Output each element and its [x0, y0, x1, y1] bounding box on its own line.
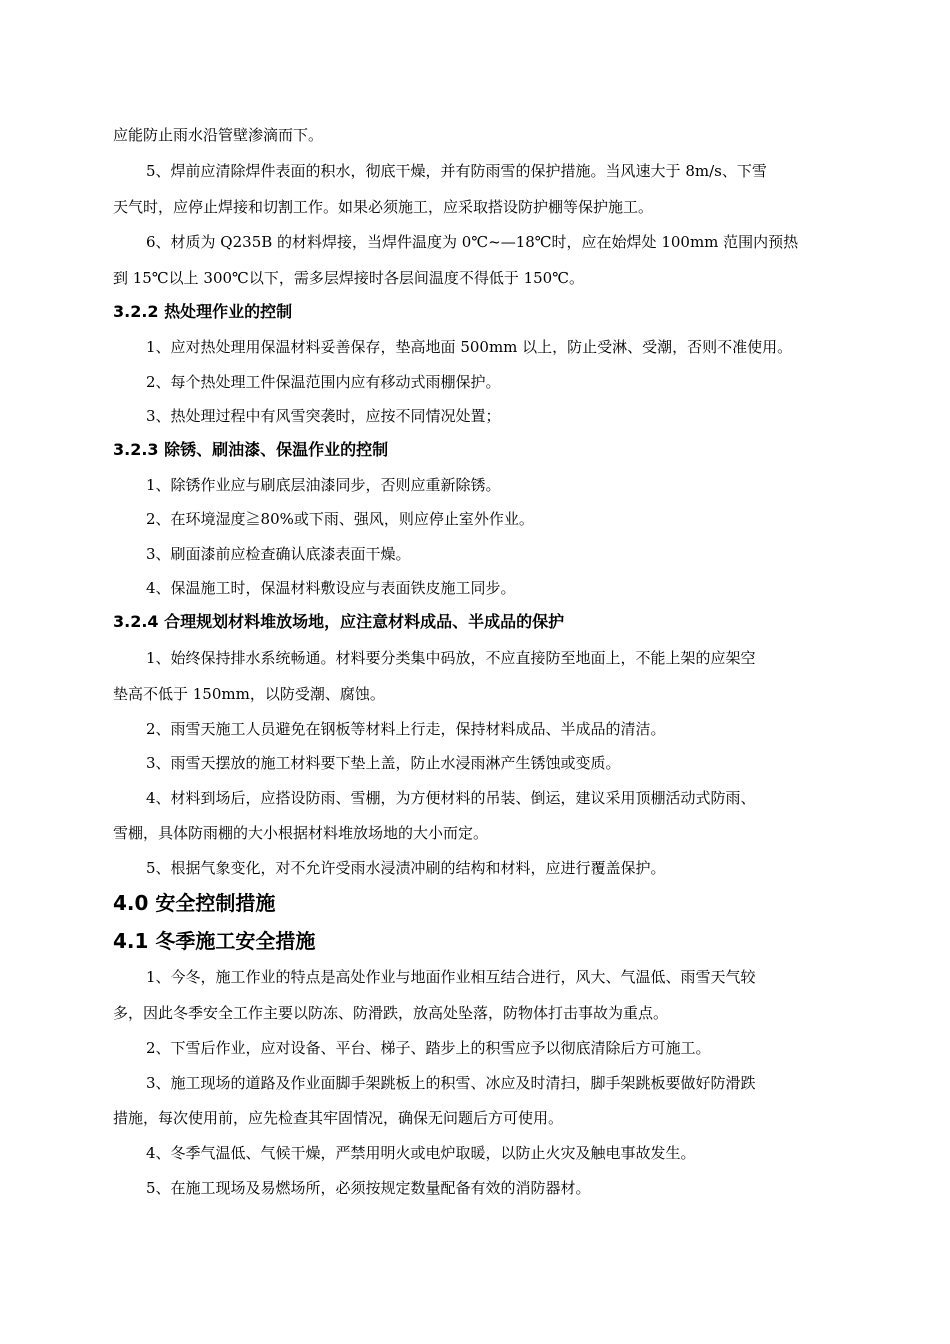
section-heading-3-2-4: 3.2.4 合理规划材料堆放场地，应注意材料成品、半成品的保护: [113, 612, 565, 631]
paragraph-line: 5、根据气象变化，对不允许受雨水浸渍冲刷的结构和材料，应进行覆盖保护。: [146, 859, 666, 877]
paragraph-line: 3、施工现场的道路及作业面脚手架跳板上的积雪、冰应及时清扫，脚手架跳板要做好防滑跌: [146, 1074, 756, 1092]
section-heading-4-0: 4.0 安全控制措施: [113, 891, 276, 915]
section-heading-3-2-2: 3.2.2 热处理作业的控制: [113, 302, 293, 321]
paragraph-line: 天气时，应停止焊接和切割工作。如果必须施工，应采取搭设防护棚等保护施工。: [113, 198, 654, 216]
paragraph-line: 1、始终保持排水系统畅通。材料要分类集中码放，不应直接防至地面上，不能上架的应架空: [146, 649, 756, 667]
paragraph-line: 1、应对热处理用保温材料妥善保存，垫高地面 500mm 以上，防止受淋、受潮，否则不准使用。: [146, 338, 793, 356]
paragraph-line: 到 15℃以上 300℃以下，需多层焊接时各层间温度不得低于 150℃。: [113, 269, 584, 287]
paragraph-line: 3、刷面漆前应检查确认底漆表面干燥。: [146, 545, 411, 563]
paragraph-line: 3、雨雪天摆放的施工材料要下垫上盖，防止水浸雨淋产生锈蚀或变质。: [146, 754, 621, 772]
paragraph-line: 应能防止雨水沿管壁渗滴而下。: [113, 126, 324, 144]
paragraph-line: 垫高不低于 150mm，以防受潮、腐蚀。: [113, 685, 385, 703]
paragraph-line: 4、材料到场后，应搭设防雨、雪棚，为方便材料的吊装、倒运，建议采用顶棚活动式防雨、: [146, 789, 756, 807]
paragraph-line: 4、冬季气温低、气候干燥，严禁用明火或电炉取暖，以防止火灾及触电事故发生。: [146, 1144, 696, 1162]
paragraph-line: 4、保温施工时，保温材料敷设应与表面铁皮施工同步。: [146, 579, 516, 597]
paragraph-line: 多，因此冬季安全工作主要以防冻、防滑跌，放高处坠落，防物体打击事故为重点。: [113, 1004, 669, 1022]
paragraph-line: 2、下雪后作业，应对设备、平台、梯子、踏步上的积雪应予以彻底清除后方可施工。: [146, 1039, 711, 1057]
paragraph-line: 措施，每次使用前，应先检查其牢固情况，确保无问题后方可使用。: [113, 1109, 564, 1127]
paragraph-line: 2、雨雪天施工人员避免在钢板等材料上行走，保持材料成品、半成品的清洁。: [146, 720, 666, 738]
paragraph-line: 5、焊前应清除焊件表面的积水，彻底干燥，并有防雨雪的保护措施。当风速大于 8m/s、下雪: [146, 162, 767, 180]
paragraph-line: 2、在环境湿度≧80%或下雨、强风，则应停止室外作业。: [146, 510, 534, 528]
paragraph-line: 3、热处理过程中有风雪突袭时，应按不同情况处置；: [146, 407, 501, 425]
paragraph-line: 雪棚，具体防雨棚的大小根据材料堆放场地的大小而定。: [113, 824, 489, 842]
paragraph-line: 2、每个热处理工件保温范围内应有移动式雨棚保护。: [146, 373, 501, 391]
paragraph-line: 1、今冬，施工作业的特点是高处作业与地面作业相互结合进行，风大、气温低、雨雪天气较: [146, 968, 756, 986]
paragraph-line: 1、除锈作业应与刷底层油漆同步，否则应重新除锈。: [146, 476, 501, 494]
paragraph-line: 6、材质为 Q235B 的材料焊接，当焊件温度为 0℃~—18℃时，应在始焊处 100mm 范围内预热: [146, 233, 799, 251]
section-heading-4-1: 4.1 冬季施工安全措施: [113, 929, 316, 953]
section-heading-3-2-3: 3.2.3 除锈、刷油漆、保温作业的控制: [113, 440, 389, 459]
paragraph-line: 5、在施工现场及易燃场所，必须按规定数量配备有效的消防器材。: [146, 1179, 591, 1197]
